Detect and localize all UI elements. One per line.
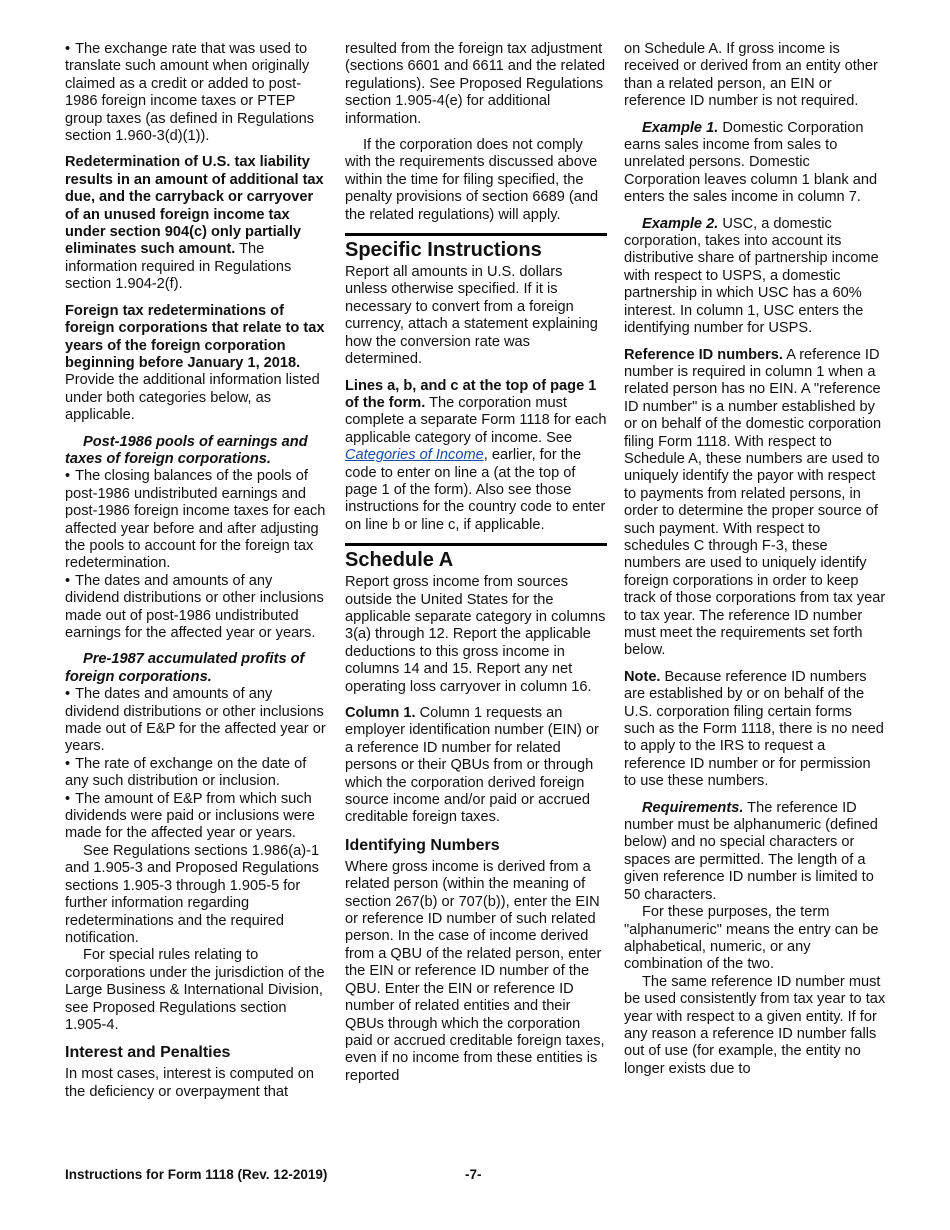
paragraph-foreign-tax-adjustment: resulted from the foreign tax adjustment (sections 6601 and 6611 and the related regulations). See Proposed Regulations section 1.905-4(e) for additional information. — [345, 41, 606, 127]
paragraph-requirements: Requirements. The reference ID number must be alphanumeric (defined below) and no special characters or spaces are permitted. The length of a given reference ID number is limited to 50 characters. — [624, 799, 878, 903]
paragraph-report-dollars: Report all amounts in U.S. dollars unless otherwise specified. If it is necessary to convert from a foreign currency, attach a statement explaining how the conversion rate was determined. — [345, 264, 598, 368]
label-requirements: Requirements. — [642, 799, 744, 816]
heading-foreign-corporations: Foreign tax redeterminations of foreign corporations that relate to tax years of the foreign corporation beginning before January 1, 2018. — [65, 302, 325, 371]
heading-column-1: Column 1. — [345, 705, 416, 721]
subheading-post-1986: Post-1986 pools of earnings and taxes of foreign corporations. — [65, 433, 308, 467]
paragraph-alphanumeric: For these purposes, the term "alphanumeric" means the entry can be alphabetical, numeric, or any combination of the two. — [624, 904, 879, 973]
paragraph-penalty-provisions: If the corporation does not comply with the requirements discussed above within the time for filing specified, the penalty provisions of section 6689 (and the related regulations) will apply. — [345, 137, 599, 223]
heading-lines-abc: Lines a, b, and c at the top of page 1 of the form. — [345, 377, 597, 411]
subheading-pre-1987: Pre-1987 accumulated profits of foreign corporations. — [65, 651, 305, 685]
label-note: Note. — [624, 668, 661, 685]
paragraph-schedule-a-continued: on Schedule A. If gross income is received or derived from an entity other than a related person, an EIN or reference ID number is not required. — [624, 41, 878, 110]
paragraph-same-reference-id: The same reference ID number must be used consistently from tax year to tax year with respect to a given entity. If for any reason a reference ID number falls out of use (for example, the entity no longer exists due to — [624, 973, 886, 1077]
heading-interest-penalties: Interest and Penalties — [65, 1044, 231, 1062]
heading-schedule-a: Schedule A — [345, 549, 454, 572]
paragraph-note: Note. Because reference ID numbers are established by or on behalf of the U.S. corporation filing certain forms such as the Form 1118, there is no need to apply to the IRS to request a reference ID number or for permission to use these numbers. — [624, 668, 884, 790]
heading-identifying-numbers: Identifying Numbers — [345, 836, 500, 854]
paragraph-identifying-numbers: Where gross income is derived from a related person (within the meaning of section 267(b) or 707(b)), enter the EIN or reference ID number of such related person. In the case of income derived from a QBU of the related person, enter the EIN or reference ID number of the QBU. Enter the EIN or reference ID number of related entities and their QBUs through which the corporation paid or accrued creditable foreign taxes, even if no income from these entities is reported — [345, 858, 605, 1084]
text-redetermination: The information required in Regulations section 1.904-2(f). — [65, 241, 292, 293]
paragraph-interest: In most cases, interest is computed on the deficiency or overpayment that — [65, 1066, 315, 1100]
bullet-post1986-dividends: • The dates and amounts of any dividend distributions or other inclusions made out of post-1986 undistributed earnings for the affected year or years. — [65, 573, 327, 643]
heading-reference-id-numbers: Reference ID numbers. — [624, 346, 783, 363]
heading-redetermination: Redetermination of U.S. tax liability results in an amount of additional tax due, and the carryback or carryover of an unused foreign income tax under section 904(c) only partially eliminates such amount. — [65, 154, 324, 258]
section-specific-instructions — [345, 233, 607, 534]
paragraph-column-1: Column 1. Column 1 requests an employer identification number (EIN) or a reference ID number for related persons or their QBUs from or through which the corporation derived foreign source income and/or paid or accrued creditable foreign taxes. — [345, 705, 599, 826]
paragraph-special-rules: For special rules relating to corporations under the jurisdiction of the Large Business & International Division, see Proposed Regulations section 1.905-4. — [65, 947, 325, 1033]
paragraph-schedule-a-gross-income: Report gross income from sources outside the United States for the applicable separate category in columns 3(a) through 12. Report the applicable deductions to this gross income in columns 14 and 15. Report any net operating loss carryover in column 16. — [345, 574, 606, 695]
label-example-1: Example 1. — [642, 119, 719, 136]
label-example-2: Example 2. — [642, 215, 719, 232]
text-foreign-corporations: Provide the additional information listed under both categories below, as applicable. — [65, 372, 320, 424]
paragraph-example-1: Example 1. Domestic Corporation earns sales income from sales to unrelated persons. Domestic Corporation leaves column 1 blank and enters the sales income in column 7. — [624, 119, 878, 206]
paragraph-foreign-tax-redeterminations — [65, 303, 327, 425]
heading-specific-instructions: Specific Instructions — [345, 239, 542, 262]
bullet-amount-of-ep: • The amount of E&P from which such dividends were paid or inclusions were made for the affected year or years. — [65, 791, 327, 843]
paragraph-reference-id-numbers: Reference ID numbers. A reference ID number is required in column 1 when a related person has no EIN. A "reference ID number" is a number established by or on behalf of the domestic corporation filing Form 1118. With respect to Schedule A, these numbers are used to uniquely identify the payor with respect to payments from related persons, in order to determine the proper source of such payment. With respect to schedules C through F-3, these numbers are used to uniquely identify foreign corporations in order to keep track of those corporations from tax year to tax year. The reference ID number must meet the requirements set forth below. — [624, 346, 886, 659]
bullet-rate-of-exchange: • The rate of exchange on the date of any such distribution or inclusion. — [65, 756, 327, 791]
paragraph-example-2: Example 2. USC, a domestic corporation, takes into account its distributive share of partnership income with respect to USPS, a domestic partnership in which USC has a 60% interest. In column 1, USC enters the identifying number for USPS. — [624, 215, 879, 337]
footer-page-number: -7- — [465, 1167, 482, 1182]
categories-of-income-link[interactable]: Categories of Income — [345, 447, 484, 464]
paragraph-see-regulations: See Regulations sections 1.986(a)-1 and 1.905-3 and Proposed Regulations sections 1.905-3 through 1.905-5 for further information regarding redeterminations and the required notification. — [65, 842, 320, 946]
section-schedule-a — [345, 543, 607, 1085]
column-1 — [65, 41, 327, 1101]
column-2 — [345, 41, 607, 1085]
paragraph-redetermination-additional-tax — [65, 154, 327, 293]
bullet-exchange-rate: • The exchange rate that was used to translate such amount when originally claimed as a credit or added to post-1986 foreign income taxes or PTEP group taxes (as defined in Regulations section 1.960-3(d)(1)). — [65, 41, 327, 145]
footer-form-title: Instructions for Form 1118 (Rev. 12-2019) — [65, 1167, 328, 1182]
column-3 — [624, 41, 886, 1078]
paragraph-lines-abc: Lines a, b, and c at the top of page 1 of the form. The corporation must complete a separate Form 1118 for each applicable category of income. See Categories of Income, earlier, for the code to enter on line a (at the top of page 1 of the form). Also see those instructions for the country code to enter on line b or line c, if applicable. — [345, 377, 607, 533]
bullet-pre1987-dividends: • The dates and amounts of any dividend distributions or other inclusions made out of E&P for the affected year or years. — [65, 686, 327, 756]
bullet-closing-balances: • The closing balances of the pools of post-1986 undistributed earnings and post-1986 foreign income taxes for each affected year before and after adjusting the pools to account for the foreign tax redetermination. — [65, 468, 327, 572]
